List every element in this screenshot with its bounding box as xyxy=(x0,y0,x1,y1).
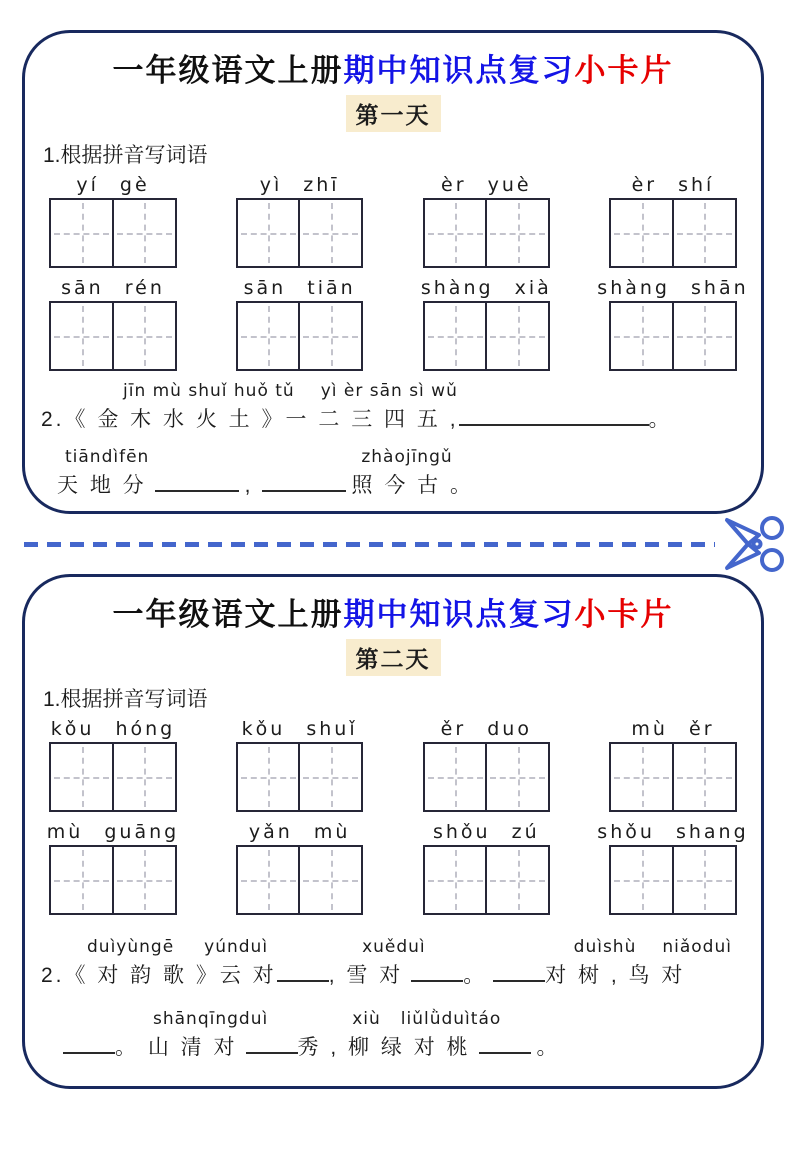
fill-in-blank xyxy=(493,959,545,982)
writing-grid-cell xyxy=(112,845,177,915)
word-item xyxy=(597,277,749,371)
worksheet-card-day1 xyxy=(22,30,764,514)
writing-grid-cell xyxy=(672,198,737,268)
fill-in-blank xyxy=(459,403,649,426)
fill-in-blank xyxy=(262,469,346,492)
exercise2-pinyin-line xyxy=(41,937,745,957)
writing-grid-cell xyxy=(485,198,550,268)
writing-grid-pair xyxy=(49,845,177,915)
card-title xyxy=(41,45,745,90)
writing-grid-cell xyxy=(485,742,550,812)
exercise2-text-line xyxy=(41,403,745,433)
writing-grid-cell xyxy=(485,845,550,915)
section1-heading: 1.根据拼音写词语 xyxy=(43,688,208,711)
title-grade-part: 一年级语文上册 xyxy=(112,53,344,88)
pinyin-segment: zhàojīngǔ xyxy=(361,447,453,467)
pinyin-words-row xyxy=(41,718,745,812)
writing-grid-pair xyxy=(236,742,364,812)
pinyin-segment: xiù xyxy=(352,1009,381,1029)
writing-grid-pair xyxy=(423,845,551,915)
pinyin-label: kǒu hóng xyxy=(50,718,176,740)
pinyin-segment: yúnduì xyxy=(204,937,269,957)
writing-grid-pair xyxy=(609,198,737,268)
word-item xyxy=(416,821,556,915)
fill-in-blank xyxy=(246,1031,298,1054)
word-item xyxy=(603,174,743,268)
word-item xyxy=(416,718,556,812)
word-item xyxy=(230,174,370,268)
exercise2-pinyin-line xyxy=(41,381,745,401)
writing-grid-cell xyxy=(112,742,177,812)
cut-here-divider xyxy=(0,514,793,574)
writing-grid-pair xyxy=(49,198,177,268)
writing-grid-cell xyxy=(298,845,363,915)
writing-grid-cell xyxy=(236,301,301,371)
pinyin-segment: shānqīngduì xyxy=(153,1009,269,1029)
writing-grid-cell xyxy=(112,301,177,371)
writing-grid-pair xyxy=(236,301,364,371)
pinyin-label: ěr duo xyxy=(440,718,532,740)
sentence-text: , xyxy=(244,474,254,497)
writing-grid-cell xyxy=(298,198,363,268)
day-row xyxy=(41,95,745,132)
pinyin-segment: tiāndìfēn xyxy=(65,447,150,467)
writing-grid-cell xyxy=(672,742,737,812)
section1-heading: 1.根据拼音写词语 xyxy=(43,144,208,167)
day-badge: 第二天 xyxy=(346,639,441,676)
exercise2-text-line xyxy=(41,959,745,989)
writing-grid-pair xyxy=(609,301,737,371)
exercise2-text-line xyxy=(41,1031,745,1061)
writing-grid-cell xyxy=(423,301,488,371)
word-item xyxy=(43,277,183,371)
exercise2-pinyin-line xyxy=(41,1009,745,1029)
writing-grid-pair xyxy=(609,845,737,915)
pinyin-segment: duìshù xyxy=(573,937,637,957)
word-item xyxy=(416,277,556,371)
writing-grid-cell xyxy=(298,301,363,371)
pinyin-segment: jīn mù shuǐ huǒ tǔ xyxy=(123,381,295,401)
title-card-part: 小卡片 xyxy=(574,597,674,632)
fill-in-blank xyxy=(479,1031,531,1054)
word-item xyxy=(603,718,743,812)
fill-in-blank xyxy=(277,959,329,982)
card-title xyxy=(41,589,745,634)
word-item xyxy=(43,718,183,812)
writing-grid-cell xyxy=(672,845,737,915)
title-topic-part: 期中知识点复习 xyxy=(343,597,575,632)
pinyin-label: sān tiān xyxy=(243,277,356,299)
writing-grid-pair xyxy=(609,742,737,812)
day-row xyxy=(41,639,745,676)
writing-grid-pair xyxy=(423,198,551,268)
word-item xyxy=(230,277,370,371)
sentence-text: 天 地 分 xyxy=(57,474,147,497)
writing-grid-cell xyxy=(485,301,550,371)
word-item xyxy=(43,821,183,915)
sentence-text: 2.《 对 韵 歌 》云 对 xyxy=(41,964,277,987)
writing-grid-cell xyxy=(423,742,488,812)
writing-grid-cell xyxy=(49,301,114,371)
writing-grid-cell xyxy=(112,198,177,268)
writing-grid-cell xyxy=(298,742,363,812)
scissors-icon xyxy=(721,515,787,578)
writing-grid-cell xyxy=(49,845,114,915)
writing-grid-cell xyxy=(609,301,674,371)
title-card-part: 小卡片 xyxy=(574,53,674,88)
fill-in-blank xyxy=(155,469,239,492)
dashed-cut-line xyxy=(24,542,715,547)
sentence-text: 照 今 古 。 xyxy=(351,474,475,497)
fill-in-blank xyxy=(63,1031,115,1054)
sentence-text: 。 xyxy=(463,964,488,987)
writing-grid-cell xyxy=(672,301,737,371)
pinyin-label: shǒu zú xyxy=(432,821,540,843)
pinyin-words-row xyxy=(41,821,749,915)
pinyin-label: èr yuè xyxy=(441,174,532,196)
writing-grid-cell xyxy=(609,742,674,812)
exercise2-pinyin-line xyxy=(41,447,745,467)
fill-in-blank xyxy=(411,959,463,982)
pinyin-label: mù ěr xyxy=(631,718,715,740)
pinyin-segment: duìyùngē xyxy=(87,937,175,957)
pinyin-segment: niǎoduì xyxy=(662,937,732,957)
writing-grid-pair xyxy=(236,198,364,268)
writing-grid-pair xyxy=(423,301,551,371)
pinyin-label: shàng xià xyxy=(420,277,552,299)
pinyin-segment: yì èr sān sì wǔ xyxy=(320,381,458,401)
word-item xyxy=(416,174,556,268)
sentence-text: 2.《 金 木 水 火 土 》一 二 三 四 五 , xyxy=(41,408,459,431)
word-item xyxy=(597,821,749,915)
pinyin-segment: xuěduì xyxy=(362,937,426,957)
sentence-text: 对 树 , 鸟 对 xyxy=(545,964,686,987)
writing-grid-cell xyxy=(236,742,301,812)
word-item xyxy=(230,718,370,812)
pinyin-label: sān rén xyxy=(61,277,165,299)
pinyin-segment: liǔlǜduìtáo xyxy=(400,1009,502,1029)
writing-grid-cell xyxy=(423,845,488,915)
writing-grid-cell xyxy=(609,198,674,268)
pinyin-label: shàng shān xyxy=(597,277,749,299)
pinyin-label: kǒu shuǐ xyxy=(241,718,358,740)
word-item xyxy=(230,821,370,915)
writing-grid-cell xyxy=(609,845,674,915)
writing-grid-pair xyxy=(236,845,364,915)
pinyin-label: yí gè xyxy=(76,174,150,196)
pinyin-label: mù guāng xyxy=(46,821,180,843)
writing-grid-cell xyxy=(236,845,301,915)
writing-grid-cell xyxy=(423,198,488,268)
sentence-text: 秀 , 柳 绿 对 桃 xyxy=(297,1036,471,1059)
title-topic-part: 期中知识点复习 xyxy=(343,53,575,88)
day-badge: 第一天 xyxy=(346,95,441,132)
title-grade-part: 一年级语文上册 xyxy=(112,597,344,632)
sentence-text: 。 xyxy=(648,408,673,431)
exercise2-text-line xyxy=(41,469,745,499)
writing-grid-pair xyxy=(49,742,177,812)
writing-grid-cell xyxy=(49,198,114,268)
pinyin-label: yǎn mù xyxy=(248,821,351,843)
pinyin-words-row xyxy=(41,174,745,268)
word-item xyxy=(43,174,183,268)
sentence-text: 。 xyxy=(536,1036,561,1059)
writing-grid-cell xyxy=(236,198,301,268)
worksheet-card-day2 xyxy=(22,574,764,1089)
pinyin-label: shǒu shang xyxy=(597,821,749,843)
pinyin-label: yì zhī xyxy=(259,174,340,196)
sentence-text: 。 山 清 对 xyxy=(115,1036,238,1059)
writing-grid-pair xyxy=(49,301,177,371)
sentence-text: , 雪 对 xyxy=(328,964,404,987)
writing-grid-cell xyxy=(49,742,114,812)
pinyin-words-row xyxy=(41,277,749,371)
pinyin-label: èr shí xyxy=(631,174,715,196)
writing-grid-pair xyxy=(423,742,551,812)
